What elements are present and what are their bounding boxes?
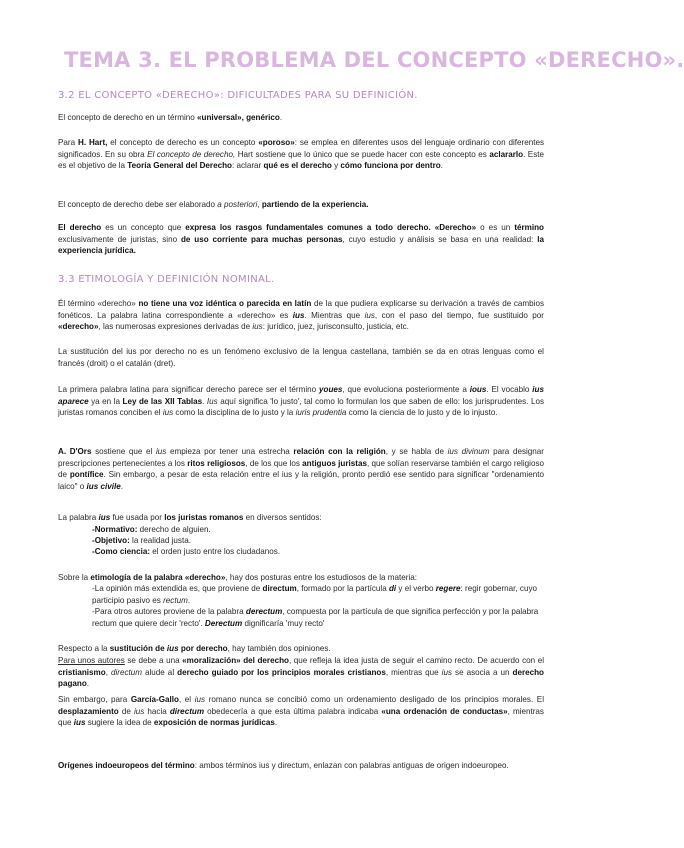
page-title: TEMA 3. EL PROBLEMA DEL CONCEPTO «DERECHO». — [64, 48, 684, 72]
paragraph-5: Él término «derecho» no tiene una voz idéntica o parecida en latín de la que pudiera explicarse su derivación a través de cambios fonéticos. La palabra latina correspondiente a «derecho» es ius. Mientras que ius, con el paso del tiempo, fue sustituido por «derecho», las numerosas expresiones derivadas de ius: jurídico, juez, jurisconsulto, justicia, etc. — [58, 299, 545, 332]
paragraph-9: La palabra ius fue usada por los juristas romanos en diversos sentidos: — [58, 513, 322, 522]
paragraph-13: Sin embargo, para García-Gallo, el ius romano nunca se concibió como un ordenamiento desligado de los principios morales. El desplazamiento de ius hacia directum obedecería a que esta última palabra indicaba «una ordenación de conductas», mientras que ius sugiere la idea de exposición de normas jurídicas. — [58, 695, 545, 728]
sense-ciencia: -Como ciencia: el orden justo entre los ciudadanos. — [92, 547, 281, 556]
paragraph-2: Para H. Hart, el concepto de derecho es un concepto «poroso»: se emplea en diferentes usos del lenguaje ordinario con diferentes significados. En su obra El concepto de derecho, Hart sostiene que lo único que se puede hacer con este concepto es aclararlo. Este es el objetivo de la Teoría General del Derecho: aclarar qué es el derecho y cómo funciona por dentro. — [58, 138, 545, 171]
etymology-option-1: -La opinión más extendida es, que proviene de directum, formado por la partícula di y el verbo regere: regir gobernar, cuyo participio pasivo es rectum. — [92, 584, 537, 605]
sense-objetivo: -Objetivo: la realidad justa. — [92, 536, 191, 545]
paragraph-6: La sustitución del ius por derecho no es un fenómeno exclusivo de la lengua castellana, también se da en otras lenguas como el francés (droit) o el catalán (dret). — [58, 347, 544, 368]
paragraph-1: El concepto de derecho en un término «universal», genérico. — [58, 113, 283, 122]
sense-normativo: -Normativo: derecho de alguien. — [92, 525, 211, 534]
paragraph-12: Para unos autores se debe a una «moralización» del derecho, que refleja la idea justa de seguir el camino recto. De acuerdo con el cristianismo, directum alude al derecho guiado por los principios morales cristianos, mientras que ius se asocia a un derecho pagano. — [58, 656, 544, 689]
etymology-option-2: -Para otros autores proviene de la palabra derectum, compuesta por la partícula de que significa perfección y por la palabra rectum que quiere decir 'recto'. Derectum dignificaría 'muy recto' — [92, 607, 539, 628]
paragraph-4: El derecho es un concepto que expresa los rasgos fundamentales comunes a todo derecho. «Derecho» o es un término exclusivamente de juristas, sino de uso corriente para muchas personas, cuyo estudio y análisis se basa en una realidad: la experiencia jurídica. — [58, 223, 545, 256]
paragraph-3: El concepto de derecho debe ser elaborado a posteriori, partiendo de la experiencia. — [58, 200, 369, 209]
paragraph-7: La primera palabra latina para significar derecho parece ser el término youes, que evoluciona posteriormente a ious. El vocablo ius aparece ya en la Ley de las XII Tablas. Ius aquí significa 'lo justo', tal como lo formulan los que saben de ello: los jurisprudentes. Los juristas romanos conciben el ius como la disciplina de lo justo y la iuris prudentia como la ciencia de lo justo y de lo injusto. — [58, 385, 544, 418]
paragraph-10: Sobre la etimología de la palabra «derecho», hay dos posturas entre los estudiosos de la materia: — [58, 573, 418, 582]
section-heading-3-2: 3.2 EL CONCEPTO «DERECHO»: DIFICULTADES PARA SU DEFINICIÓN. — [58, 90, 418, 101]
paragraph-11: Respecto a la sustitución de ius por derecho, hay también dos opiniones. — [58, 644, 331, 653]
paragraph-14: Orígenes indoeuropeos del término: ambos términos ius y directum, enlazan con palabras antiguas de origen indoeuropeo. — [58, 761, 509, 770]
paragraph-8: A. D'Ors sostiene que el ius empieza por tener una estrecha relación con la religión, y se habla de ius divinum para designar prescripciones pertenecientes a los ritos religiosos, de los que los antiguos juristas, que solían reservarse también el cargo religioso de pontífice. Sin embargo, a pesar de esta relación entre el ius y la religión, pronto perdió ese sentido para significar "ordenamiento laico" o ius civile. — [58, 447, 544, 491]
section-heading-3-3: 3.3 ETIMOLOGÍA Y DEFINICIÓN NOMINAL. — [58, 274, 275, 285]
